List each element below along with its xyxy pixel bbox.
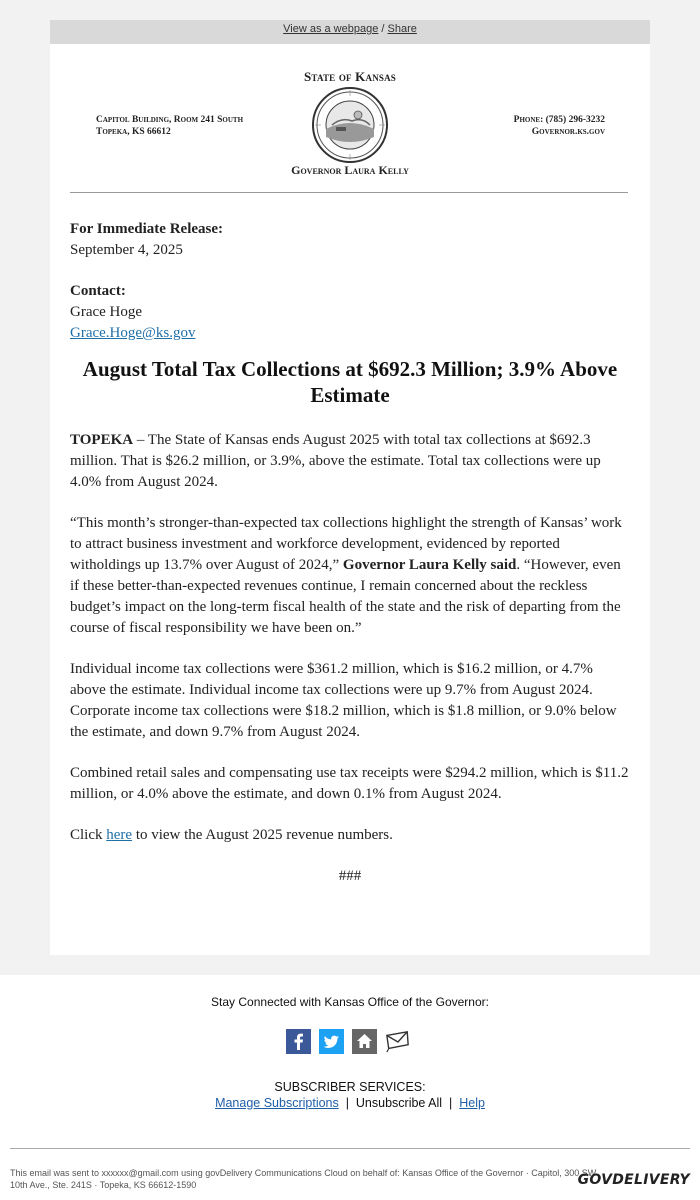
top-bar [50,20,650,44]
contact-email-link[interactable]: Grace.Hoge@ks.gov [70,325,196,341]
release-info [70,219,630,261]
contact-label: Contact: [70,283,126,299]
manage-subscriptions-link[interactable]: Manage Subscriptions [215,1096,339,1110]
paragraph-4: Combined retail sales and compensating use tax receipts were $294.2 million, which is $11.2 million, or 4.0% above the estimate, and down 0.1% from August 2024. [70,765,629,802]
office-contact [514,114,605,138]
office-phone: Phone: (785) 296-3232 [513,115,605,125]
release-date: September 4, 2025 [70,242,183,258]
stay-connected-text: Stay Connected with Kansas Office of the Governor: [211,995,489,1009]
address-line-2: Topeka, KS 66612 [96,127,171,137]
quote-part-2: . “However, even if these better-than-expected revenues continue, I remain concerned about the reckless budget’s impact on the long-term fiscal health of the state and the risk of departing from the course of fiscal responsibility we have been on.” [70,557,621,636]
address-line-1: Capitol Building, Room 241 South [96,115,244,125]
letterhead-divider [70,192,628,193]
twitter-icon[interactable] [319,1029,344,1054]
dateline: TOPEKA [70,432,134,448]
view-as-webpage-link[interactable]: View as a webpage [283,23,379,35]
top-bar-separator: / [381,23,385,35]
state-title: State of Kansas [303,69,397,84]
press-release-content [70,219,630,887]
contact-name: Grace Hoge [70,304,143,320]
share-link[interactable]: Share [387,23,417,35]
footer [0,975,700,1200]
paragraph-2 [70,513,630,639]
attribution: Governor Laura Kelly said [342,557,517,573]
end-mark: ### [338,868,362,884]
paragraph-1 [70,430,630,493]
subscriber-services-label: SUBSCRIBER SERVICES: [274,1080,426,1094]
headline: August Total Tax Collections at $692.3 Million; 3.9% Above Estimate [82,357,618,407]
revenue-numbers-link[interactable]: here [106,827,133,843]
disclaimer-text: This email was sent to xxxxxx@gmail.com using govDelivery Communications Cloud on behalf of: Kansas Office of the Governor · Capitol, 300 SW 10th Ave., Ste. 241S · Topeka, KS 66612-1590 [10,1168,597,1190]
govdelivery-logo: GOVDELIVERY [577,1172,690,1188]
governor-name: Governor Laura Kelly [291,163,409,177]
subscriber-services [0,1079,700,1111]
help-link[interactable]: Help [459,1096,485,1110]
kansas-state-seal-icon [312,87,388,163]
social-icons [286,1029,410,1059]
quote-part-1: “This month’s stronger-than-expected tax collections highlight the strength of Kansas’ work to attract business investment and workforce development, evidenced by reported witholdings up 13.7% over August of 2024,” [70,515,622,573]
unsubscribe-all-text[interactable]: Unsubscribe All [355,1096,443,1110]
click-text: Click [70,827,107,843]
facebook-icon[interactable] [286,1029,311,1054]
paragraph-1-text: – The State of Kansas ends August 2025 with total tax collections at $692.3 million. That is $26.2 million, or 3.9%, above the estimate. Total tax collections were up 4.0% from August 2024. [70,432,601,490]
footer-divider [10,1148,690,1149]
paragraph-5 [70,825,630,846]
paragraph-3: Individual income tax collections were $361.2 million, which is $16.2 million, or 4.7% above the estimate. Individual income tax collections were up 9.7% from August 2024. Corporate income tax collections were $18.2 million, which is $1.8 million, or 9.0% below the estimate, and down 9.7% from August 2024. [70,661,617,740]
separator-2: | [449,1096,453,1110]
contact-info [70,281,630,344]
letterhead [50,44,650,194]
email-icon[interactable] [385,1029,410,1054]
office-address [96,114,243,138]
email-card [50,44,650,955]
office-website: Governor.ks.gov [531,127,605,137]
home-icon[interactable] [352,1029,377,1054]
separator-1: | [345,1096,349,1110]
release-label: For Immediate Release: [70,221,224,237]
view-text: to view the August 2025 revenue numbers. [132,827,393,843]
